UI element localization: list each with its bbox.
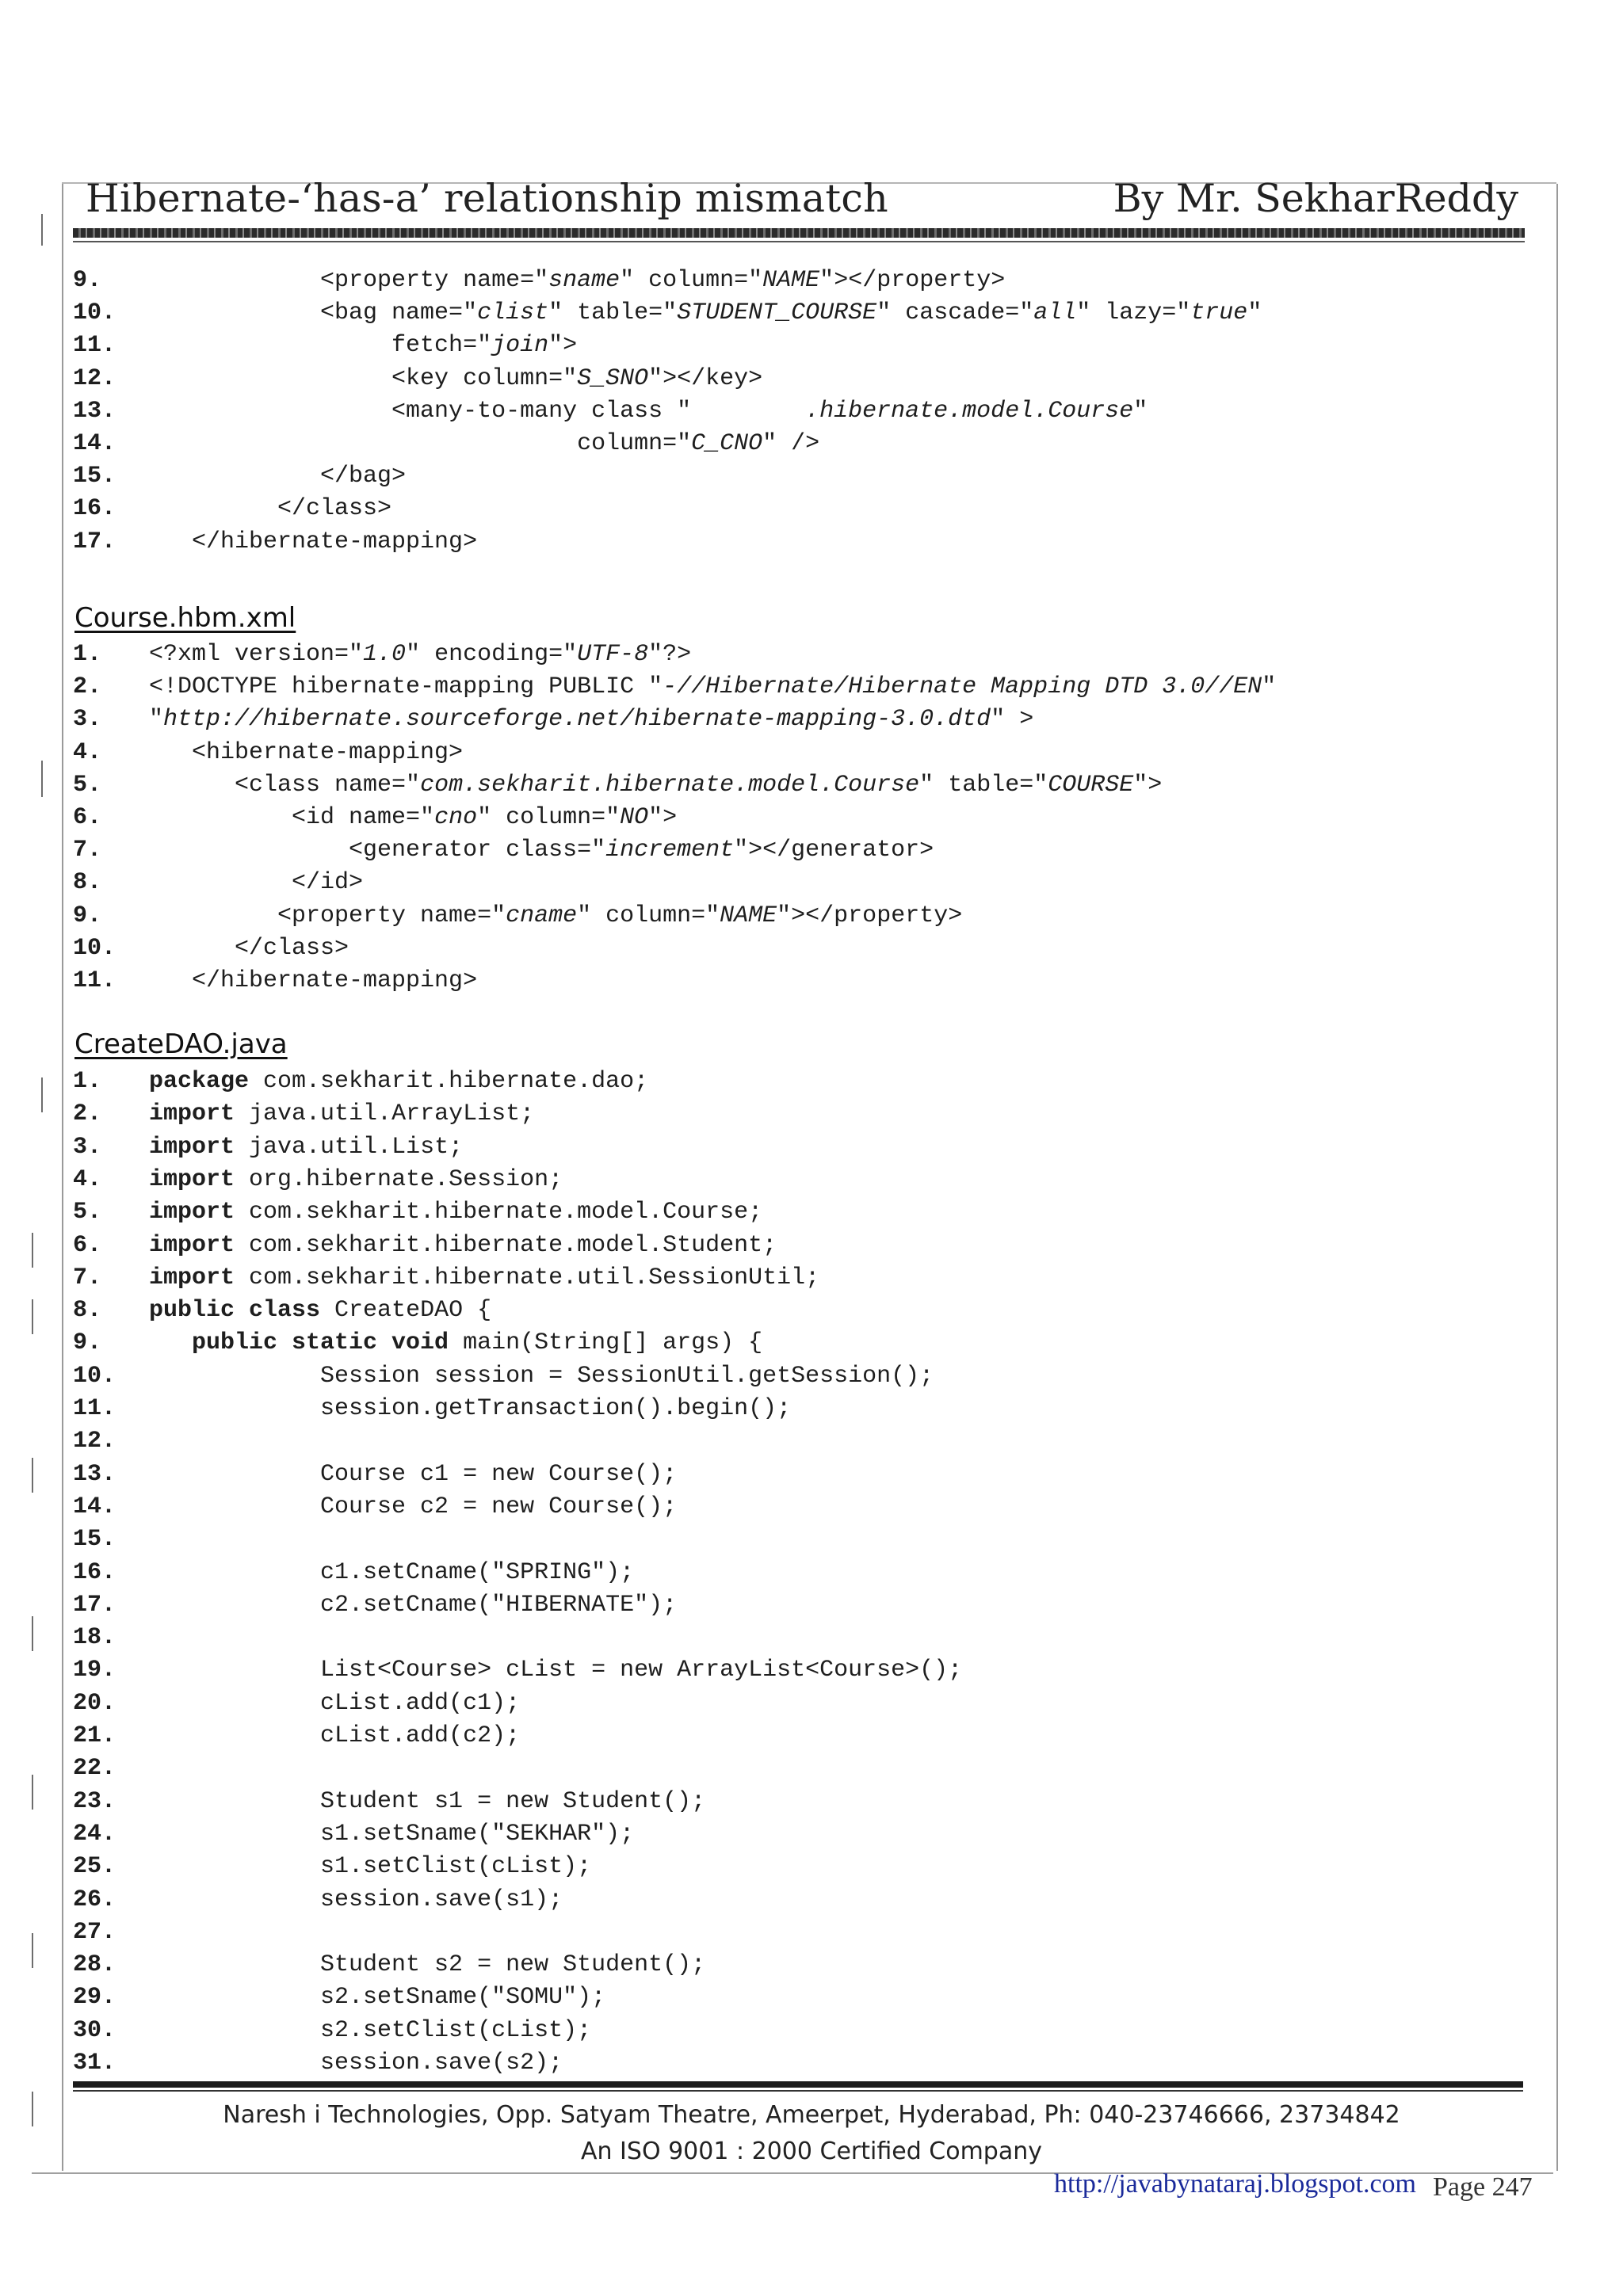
margin-mark — [41, 1077, 43, 1112]
code-line — [73, 1589, 677, 1622]
margin-mark — [32, 1933, 33, 1968]
code-line — [73, 1688, 520, 1720]
line-number: 17. — [73, 1591, 116, 1619]
line-number: 27. — [73, 1918, 116, 1946]
line-number: 16. — [73, 1558, 116, 1586]
line-number: 31. — [73, 2050, 116, 2077]
margin-mark — [32, 1775, 33, 1810]
code-line — [73, 1949, 705, 1981]
code-text: <property name="cname" column="NAME"></property> — [149, 902, 963, 929]
code-line — [73, 1295, 491, 1327]
code-line — [73, 428, 819, 460]
line-number: 9. — [73, 1329, 102, 1357]
code-text: c1.setCname("SPRING"); — [149, 1558, 635, 1586]
code-line — [73, 1196, 762, 1229]
code-text: <key column="S_SNO"></key> — [149, 364, 763, 392]
line-number: 15. — [73, 463, 116, 490]
course-section-title: Course.hbm.xml — [74, 602, 296, 634]
line-number: 5. — [73, 1199, 102, 1226]
code-text: org.hibernate.Session; — [235, 1165, 563, 1193]
code-text: <!DOCTYPE hibernate-mapping PUBLIC "-//Hibernate/Hibernate Mapping DTD 3.0//EN" — [149, 673, 1277, 701]
code-line — [73, 802, 677, 834]
code-keyword: import — [149, 1231, 235, 1259]
code-line — [73, 460, 406, 493]
line-number: 13. — [73, 397, 116, 425]
code-text: "http://hibernate.sourceforge.net/hibernate-mapping-3.0.dtd" > — [149, 706, 1034, 734]
line-number: 9. — [73, 902, 102, 929]
code-line — [73, 1557, 634, 1589]
code-line — [73, 1164, 563, 1196]
line-number: 14. — [73, 1493, 116, 1520]
code-text: <property name="sname" column="NAME"></property> — [149, 267, 1006, 294]
code-text: c2.setCname("HIBERNATE"); — [149, 1591, 678, 1619]
line-number: 12. — [73, 1428, 116, 1455]
margin-mark — [41, 214, 43, 246]
code-text: session.getTransaction().begin(); — [149, 1395, 792, 1422]
code-text: </hibernate-mapping> — [149, 528, 478, 555]
footer-certification: An ISO 9001 : 2000 Certified Company — [580, 2138, 1042, 2165]
line-number: 30. — [73, 2016, 116, 2044]
code-text: <hibernate-mapping> — [149, 738, 464, 766]
line-number: 19. — [73, 1657, 116, 1684]
code-keyword: import — [149, 1165, 235, 1193]
line-number: 1. — [73, 641, 102, 668]
footer-address: Naresh i Technologies, Opp. Satyam Theatre, Ameerpet, Hyderabad, Ph: 040-23746666, 23734842 — [223, 2101, 1400, 2129]
line-number: 3. — [73, 706, 102, 734]
line-number: 11. — [73, 1395, 116, 1422]
code-line — [73, 1393, 791, 1425]
code-line — [73, 1459, 677, 1491]
code-text: Student s1 = new Student(); — [149, 1787, 706, 1815]
margin-mark — [32, 1616, 33, 1651]
code-text: Student s2 = new Student(); — [149, 1951, 706, 1979]
code-line — [73, 671, 1276, 704]
code-keyword: import — [149, 1133, 235, 1161]
code-text: <bag name="clist" table="STUDENT_COURSE" cascade="all" lazy="true" — [149, 299, 1262, 327]
line-number: 20. — [73, 1689, 116, 1717]
code-line — [73, 1622, 149, 1654]
line-number: 7. — [73, 837, 102, 864]
code-text: <class name="com.sekharit.hibernate.model.Course" table="COURSE"> — [149, 771, 1163, 799]
margin-mark — [32, 1458, 33, 1493]
code-line — [73, 395, 1148, 428]
code-keyword: import — [149, 1199, 235, 1226]
code-line — [73, 1884, 563, 1917]
code-line — [73, 1917, 149, 1949]
line-number: 23. — [73, 1787, 116, 1815]
code-line — [73, 933, 349, 965]
code-line — [73, 1066, 648, 1098]
line-number: 14. — [73, 430, 116, 457]
line-number: 5. — [73, 771, 102, 799]
code-line — [73, 1131, 463, 1164]
code-line — [73, 493, 391, 525]
code-text: s1.setClist(cList); — [149, 1853, 592, 1881]
code-keyword: import — [149, 1264, 235, 1291]
line-number: 11. — [73, 967, 116, 994]
margin-mark — [32, 1299, 33, 1334]
line-number: 24. — [73, 1820, 116, 1848]
code-line — [73, 1098, 534, 1131]
code-text: Session session = SessionUtil.getSession(); — [149, 1362, 934, 1390]
code-line — [73, 1262, 819, 1295]
line-number: 8. — [73, 1297, 102, 1325]
code-line — [73, 1654, 962, 1687]
line-number: 12. — [73, 364, 116, 392]
code-text: </class> — [149, 934, 349, 962]
code-line — [73, 737, 463, 769]
line-number: 10. — [73, 299, 116, 327]
line-number: 11. — [73, 332, 116, 360]
code-text: com.sekharit.hibernate.model.Student; — [235, 1231, 777, 1259]
line-number: 21. — [73, 1722, 116, 1749]
code-line — [73, 330, 577, 362]
code-text: fetch="join"> — [149, 332, 578, 360]
code-text: s2.setSname("SOMU"); — [149, 1984, 606, 2012]
code-line — [73, 867, 363, 899]
code-line — [73, 363, 762, 395]
line-number: 17. — [73, 528, 116, 555]
code-keyword: public static void — [149, 1329, 449, 1357]
line-number: 2. — [73, 673, 102, 701]
code-keyword: import — [149, 1100, 235, 1128]
margin-mark — [41, 761, 43, 797]
code-text: com.sekharit.hibernate.dao; — [249, 1068, 649, 1095]
code-text: cList.add(c1); — [149, 1689, 521, 1717]
header-author: By Mr. SekharReddy — [1113, 176, 1518, 221]
code-line — [73, 704, 1033, 736]
code-line — [73, 1981, 605, 2014]
line-number: 2. — [73, 1100, 102, 1128]
code-text: column="C_CNO" /> — [149, 430, 820, 457]
code-text: <generator class="increment"></generator> — [149, 837, 934, 864]
code-line — [73, 1851, 591, 1883]
code-text: Course c1 = new Course(); — [149, 1460, 678, 1488]
line-number: 6. — [73, 804, 102, 831]
code-text: </id> — [149, 869, 364, 897]
code-line — [73, 2015, 591, 2047]
blog-url-link[interactable]: http://javabynataraj.blogspot.com — [1054, 2169, 1417, 2199]
code-text: CreateDAO { — [320, 1297, 492, 1325]
code-text: List<Course> cList = new ArrayList<Course>(); — [149, 1657, 963, 1684]
line-number: 10. — [73, 934, 116, 962]
code-text: session.save(s2); — [149, 2050, 563, 2077]
line-number: 25. — [73, 1853, 116, 1881]
line-number: 28. — [73, 1951, 116, 1979]
code-text: </bag> — [149, 463, 407, 490]
code-line — [73, 265, 1005, 297]
code-line — [73, 834, 934, 867]
line-number: 29. — [73, 1984, 116, 2012]
line-number: 9. — [73, 267, 102, 294]
line-number: 15. — [73, 1526, 116, 1554]
code-line — [73, 1327, 762, 1360]
code-text: com.sekharit.hibernate.util.SessionUtil; — [235, 1264, 820, 1291]
line-number: 10. — [73, 1362, 116, 1390]
code-line — [73, 1720, 520, 1753]
code-line — [73, 1425, 149, 1458]
code-text: </hibernate-mapping> — [149, 967, 478, 994]
code-text: <many-to-many class " .hibernate.model.Course" — [149, 397, 1148, 425]
margin-mark — [32, 1233, 33, 1268]
code-text: <id name="cno" column="NO"> — [149, 804, 678, 831]
line-number: 22. — [73, 1755, 116, 1783]
code-line — [73, 2047, 563, 2080]
line-number: 6. — [73, 1231, 102, 1259]
code-line — [73, 1360, 934, 1393]
code-text: main(String[] args) { — [449, 1329, 763, 1357]
code-text: s2.setClist(cList); — [149, 2016, 592, 2044]
line-number: 8. — [73, 869, 102, 897]
code-text: com.sekharit.hibernate.model.Course; — [235, 1199, 763, 1226]
line-number: 13. — [73, 1460, 116, 1488]
footer-rule — [73, 2081, 1523, 2088]
line-number: 4. — [73, 738, 102, 766]
code-line — [73, 1491, 677, 1524]
footer-rule-thin — [73, 2090, 1523, 2092]
dao-section-title: CreateDAO.java — [74, 1028, 288, 1060]
code-line — [73, 297, 1262, 330]
page-number: Page 247 — [1433, 2172, 1533, 2202]
code-keyword: package — [149, 1068, 250, 1095]
code-line — [73, 1753, 149, 1785]
code-text: java.util.List; — [235, 1133, 464, 1161]
code-text: s1.setSname("SEKHAR"); — [149, 1820, 635, 1848]
code-line — [73, 1786, 705, 1818]
line-number: 18. — [73, 1624, 116, 1652]
header-title: Hibernate-‘has-a’ relationship mismatch — [86, 176, 889, 221]
code-line — [73, 965, 477, 997]
code-line — [73, 769, 1162, 802]
line-number: 4. — [73, 1165, 102, 1193]
code-line — [73, 526, 477, 559]
line-number: 7. — [73, 1264, 102, 1291]
code-text: </class> — [149, 495, 392, 523]
code-text: java.util.ArrayList; — [235, 1100, 535, 1128]
code-line — [73, 639, 691, 671]
code-line — [73, 900, 962, 933]
code-text: Course c2 = new Course(); — [149, 1493, 678, 1520]
code-line — [73, 1524, 149, 1556]
line-number: 16. — [73, 495, 116, 523]
code-line — [73, 1230, 777, 1262]
code-text: <?xml version="1.0" encoding="UTF-8"?> — [149, 641, 692, 668]
line-number: 26. — [73, 1886, 116, 1913]
code-text: cList.add(c2); — [149, 1722, 521, 1749]
code-line — [73, 1818, 634, 1851]
line-number: 1. — [73, 1068, 102, 1095]
code-text: session.save(s1); — [149, 1886, 563, 1913]
code-keyword: public class — [149, 1297, 321, 1325]
line-number: 3. — [73, 1133, 102, 1161]
